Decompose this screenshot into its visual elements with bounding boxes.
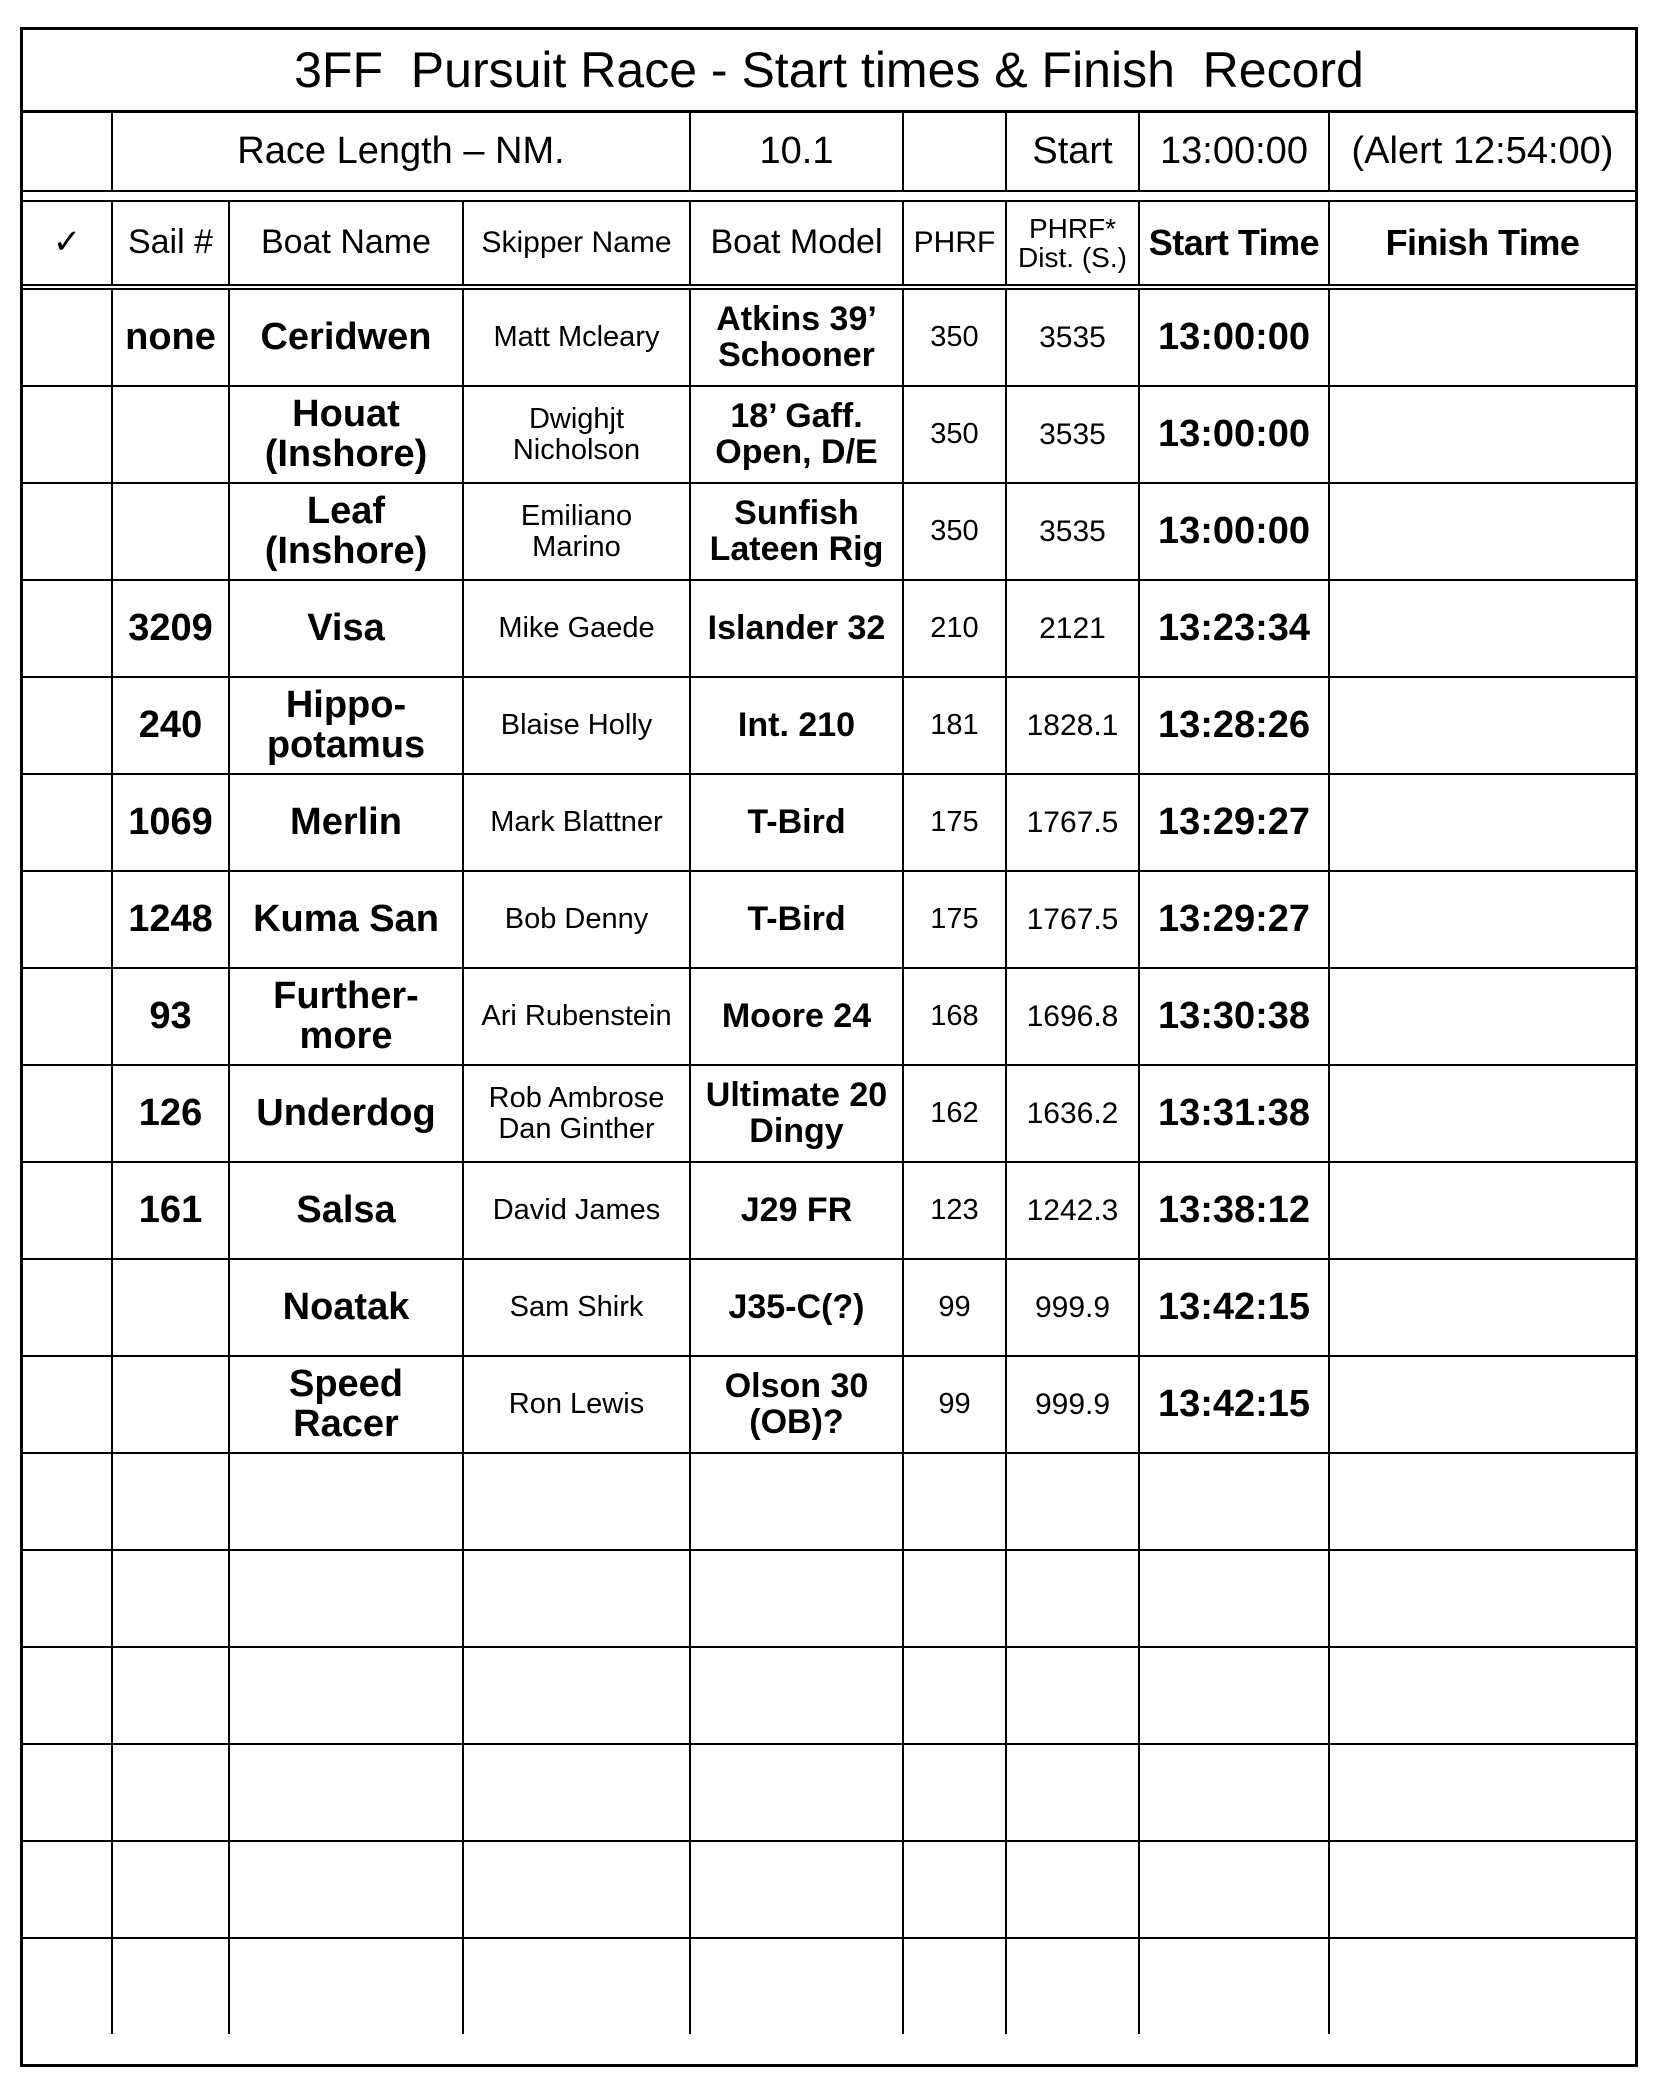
table-row: [23, 968, 1635, 1065]
phrf-dist-cell-line: 3535: [1039, 417, 1106, 451]
finish-time-cell[interactable]: [1329, 1065, 1635, 1162]
start-time-cell-line: 13:30:38: [1157, 994, 1311, 1037]
start-time-cell-line: 13:23:34: [1157, 606, 1311, 649]
phrf-dist-cell-line: 999.9: [1034, 1290, 1111, 1324]
phrf-dist-cell: [1006, 1356, 1139, 1453]
boat-name-cell: [229, 1550, 463, 1647]
check-cell[interactable]: [23, 871, 112, 968]
finish-time-cell[interactable]: [1329, 1259, 1635, 1356]
race-info-table: [23, 113, 1635, 192]
boat-model-cell: [690, 1550, 903, 1647]
skipper-name-cell: [463, 1744, 690, 1841]
sail-number-cell: [112, 871, 229, 968]
phrf-cell: [903, 871, 1006, 968]
phrf-cell-line: 99: [938, 1291, 971, 1324]
sail-number-cell: [112, 968, 229, 1065]
phrf-cell-line: 175: [930, 806, 979, 839]
boat-model-cell-line: Lateen Rig: [709, 529, 884, 568]
skipper-name-cell-line: Blaise Holly: [500, 709, 653, 742]
phrf-dist-cell-line: 1636.2: [1026, 1096, 1119, 1130]
boat-name-cell-line: Visa: [307, 606, 385, 649]
boat-name-cell: [229, 871, 463, 968]
start-time-cell-line: 13:00:00: [1157, 315, 1311, 358]
info-blank-cell: [23, 113, 112, 191]
phrf-dist-cell-line: 3535: [1039, 514, 1106, 548]
boat-name-cell: [229, 386, 463, 483]
start-time-cell: [1139, 968, 1329, 1065]
table-row: [23, 1356, 1635, 1453]
skipper-name-cell-line: Ari Rubenstein: [481, 1000, 672, 1033]
phrf-cell-line: 162: [930, 1097, 979, 1130]
phrf-dist-cell: [1006, 287, 1139, 386]
phrf-cell: [903, 386, 1006, 483]
sail-number-cell: [112, 1065, 229, 1162]
entries-table: [23, 200, 1635, 2034]
info-blank-cell: [903, 113, 1006, 191]
phrf-cell-line: 210: [930, 612, 979, 645]
finish-time-cell[interactable]: [1329, 580, 1635, 677]
check-cell[interactable]: [23, 774, 112, 871]
boat-name-cell: [229, 968, 463, 1065]
header-start-time: Start Time: [1139, 201, 1329, 287]
boat-model-cell: [690, 677, 903, 774]
boat-model-cell-line: Schooner: [718, 335, 875, 374]
phrf-dist-cell-line: 1767.5: [1026, 805, 1119, 839]
skipper-name-cell-line: Marino: [532, 530, 621, 563]
phrf-dist-cell: [1006, 1744, 1139, 1841]
start-time-cell-line: 13:00:00: [1157, 412, 1311, 455]
phrf-dist-cell: [1006, 483, 1139, 580]
phrf-cell: [903, 580, 1006, 677]
boat-model-cell: [690, 1841, 903, 1938]
boat-model-cell-line: Sunfish: [734, 493, 859, 532]
header-row: [23, 201, 1635, 287]
race-info-row: [23, 113, 1635, 191]
boat-name-cell-line: Hippo-: [285, 683, 407, 726]
phrf-dist-cell: [1006, 1550, 1139, 1647]
header-phrf-dist-line1: PHRF*: [1028, 212, 1117, 244]
sail-number-cell-line: 240: [138, 703, 203, 746]
boat-name-cell: [229, 1938, 463, 2034]
sail-number-cell-line: 93: [149, 994, 192, 1037]
boat-name-cell-line: (Inshore): [264, 432, 428, 475]
skipper-name-cell-line: David James: [492, 1194, 661, 1227]
boat-model-cell-line: Moore 24: [721, 996, 872, 1035]
phrf-cell: [903, 287, 1006, 386]
table-row: [23, 1453, 1635, 1550]
boat-model-cell: [690, 287, 903, 386]
start-time-cell: [1139, 1647, 1329, 1744]
table-row: [23, 580, 1635, 677]
skipper-name-cell: [463, 677, 690, 774]
table-row: [23, 1841, 1635, 1938]
check-cell[interactable]: [23, 1162, 112, 1259]
skipper-name-cell: [463, 1938, 690, 2034]
start-time-cell: [1139, 1162, 1329, 1259]
boat-name-cell: [229, 580, 463, 677]
skipper-name-cell-line: Rob Ambrose: [488, 1082, 665, 1115]
phrf-dist-cell: [1006, 1162, 1139, 1259]
table-row: [23, 1065, 1635, 1162]
start-time-cell: [1139, 287, 1329, 386]
skipper-name-cell: [463, 1647, 690, 1744]
start-time-cell: [1139, 1453, 1329, 1550]
start-time-cell-line: 13:42:15: [1157, 1285, 1311, 1328]
boat-model-cell: [690, 483, 903, 580]
skipper-name-cell: [463, 1259, 690, 1356]
phrf-dist-cell: [1006, 1259, 1139, 1356]
sail-number-cell: [112, 1550, 229, 1647]
start-time-cell: [1139, 1938, 1329, 2034]
boat-model-cell-line: (OB)?: [749, 1402, 844, 1441]
finish-time-cell[interactable]: [1329, 1938, 1635, 2034]
table-row: [23, 871, 1635, 968]
phrf-dist-cell: [1006, 774, 1139, 871]
table-row: [23, 774, 1635, 871]
boat-name-cell: [229, 677, 463, 774]
boat-model-cell: [690, 1647, 903, 1744]
skipper-name-cell: [463, 1162, 690, 1259]
check-cell[interactable]: [23, 386, 112, 483]
skipper-name-cell: [463, 1453, 690, 1550]
race-record-sheet: [20, 27, 1638, 2067]
finish-time-cell[interactable]: [1329, 774, 1635, 871]
phrf-cell: [903, 1356, 1006, 1453]
skipper-name-cell: [463, 871, 690, 968]
boat-model-cell: [690, 1356, 903, 1453]
boat-name-cell-line: (Inshore): [264, 529, 428, 572]
sail-number-cell: [112, 1356, 229, 1453]
phrf-cell: [903, 1162, 1006, 1259]
phrf-cell: [903, 1744, 1006, 1841]
phrf-cell-line: 168: [930, 1000, 979, 1033]
skipper-name-cell-line: Nicholson: [512, 433, 641, 466]
boat-model-cell-line: T-Bird: [747, 899, 846, 938]
boat-model-cell-line: Ultimate 20: [705, 1075, 888, 1114]
start-value: 13:00:00: [1139, 113, 1329, 191]
boat-name-cell-line: Racer: [293, 1402, 399, 1445]
phrf-dist-cell: [1006, 677, 1139, 774]
boat-name-cell-line: Underdog: [256, 1091, 436, 1134]
finish-time-cell[interactable]: [1329, 968, 1635, 1065]
phrf-dist-cell: [1006, 871, 1139, 968]
boat-name-cell: [229, 1065, 463, 1162]
check-cell[interactable]: [23, 968, 112, 1065]
check-cell[interactable]: [23, 580, 112, 677]
phrf-cell-line: 123: [930, 1194, 979, 1227]
sail-number-cell: [112, 1453, 229, 1550]
finish-time-cell[interactable]: [1329, 1453, 1635, 1550]
check-cell[interactable]: [23, 677, 112, 774]
phrf-cell-line: 350: [930, 321, 979, 354]
check-cell[interactable]: [23, 1550, 112, 1647]
start-time-cell: [1139, 1841, 1329, 1938]
start-time-cell-line: 13:29:27: [1157, 897, 1311, 940]
boat-name-cell-line: more: [299, 1014, 393, 1057]
boat-name-cell: [229, 483, 463, 580]
boat-name-cell-line: Salsa: [296, 1188, 396, 1231]
sail-number-cell-line: 1248: [128, 897, 213, 940]
boat-name-cell-line: Speed: [288, 1362, 404, 1405]
finish-time-cell[interactable]: [1329, 1162, 1635, 1259]
start-label: Start: [1006, 113, 1139, 191]
finish-time-cell[interactable]: [1329, 871, 1635, 968]
boat-name-cell: [229, 1841, 463, 1938]
finish-time-cell[interactable]: [1329, 483, 1635, 580]
table-row: [23, 1550, 1635, 1647]
start-time-cell: [1139, 1356, 1329, 1453]
sail-number-cell-line: 126: [138, 1091, 203, 1134]
start-time-cell: [1139, 871, 1329, 968]
boat-model-cell: [690, 1453, 903, 1550]
table-row: [23, 287, 1635, 386]
sail-number-cell: [112, 287, 229, 386]
phrf-cell: [903, 1841, 1006, 1938]
sail-number-cell: [112, 1162, 229, 1259]
phrf-dist-cell-line: 1242.3: [1026, 1193, 1119, 1227]
phrf-cell: [903, 677, 1006, 774]
header-phrf-dist-line2: Dist. (S.): [1018, 242, 1127, 273]
skipper-name-cell-line: Sam Shirk: [509, 1291, 644, 1324]
header-sail: Sail #: [112, 201, 229, 287]
boat-model-cell: [690, 1938, 903, 2034]
header-phrf-dist: [1006, 201, 1139, 287]
check-cell[interactable]: [23, 287, 112, 386]
boat-model-cell-line: J35-C(?): [728, 1287, 865, 1326]
start-time-cell: [1139, 1550, 1329, 1647]
table-row: [23, 1647, 1635, 1744]
sail-number-cell: [112, 677, 229, 774]
phrf-cell-line: 99: [938, 1388, 971, 1421]
phrf-cell: [903, 1938, 1006, 2034]
check-cell[interactable]: [23, 1065, 112, 1162]
header-boat-name: Boat Name: [229, 201, 463, 287]
boat-name-cell-line: Leaf: [306, 489, 386, 532]
sail-number-cell-line: 1069: [128, 800, 213, 843]
boat-name-cell: [229, 1356, 463, 1453]
start-time-cell: [1139, 483, 1329, 580]
start-time-cell: [1139, 677, 1329, 774]
boat-name-cell: [229, 774, 463, 871]
phrf-cell: [903, 1065, 1006, 1162]
check-cell[interactable]: [23, 483, 112, 580]
phrf-dist-cell-line: 1828.1: [1026, 708, 1119, 742]
phrf-dist-cell: [1006, 1647, 1139, 1744]
phrf-cell-line: 181: [930, 709, 979, 742]
finish-time-cell[interactable]: [1329, 1647, 1635, 1744]
skipper-name-cell: [463, 580, 690, 677]
sail-number-cell: [112, 483, 229, 580]
phrf-cell: [903, 774, 1006, 871]
header-finish-time: Finish Time: [1329, 201, 1635, 287]
boat-model-cell: [690, 774, 903, 871]
header-phrf: PHRF: [903, 201, 1006, 287]
boat-model-cell: [690, 1065, 903, 1162]
finish-time-cell[interactable]: [1329, 287, 1635, 386]
phrf-dist-cell-line: 1767.5: [1026, 902, 1119, 936]
finish-time-cell[interactable]: [1329, 1744, 1635, 1841]
phrf-dist-cell: [1006, 1453, 1139, 1550]
alert-time: (Alert 12:54:00): [1329, 113, 1635, 191]
skipper-name-cell: [463, 1065, 690, 1162]
start-time-cell-line: 13:28:26: [1157, 703, 1311, 746]
finish-time-cell[interactable]: [1329, 1841, 1635, 1938]
skipper-name-cell-line: Emiliano: [520, 500, 633, 533]
boat-name-cell: [229, 1453, 463, 1550]
check-cell[interactable]: [23, 1453, 112, 1550]
skipper-name-cell: [463, 1841, 690, 1938]
phrf-dist-cell-line: 2121: [1039, 611, 1106, 645]
race-length-value: 10.1: [690, 113, 903, 191]
phrf-cell: [903, 1259, 1006, 1356]
start-time-cell: [1139, 774, 1329, 871]
check-cell[interactable]: [23, 1938, 112, 2034]
start-time-cell: [1139, 1259, 1329, 1356]
table-row: [23, 677, 1635, 774]
phrf-dist-cell-line: 1696.8: [1026, 999, 1119, 1033]
sail-number-cell: [112, 580, 229, 677]
sail-number-cell: [112, 774, 229, 871]
boat-name-cell-line: Kuma San: [253, 897, 439, 940]
phrf-dist-cell: [1006, 580, 1139, 677]
phrf-cell-line: 350: [930, 418, 979, 451]
finish-time-cell[interactable]: [1329, 386, 1635, 483]
check-cell[interactable]: [23, 1647, 112, 1744]
skipper-name-cell: [463, 386, 690, 483]
phrf-cell: [903, 1453, 1006, 1550]
phrf-dist-cell: [1006, 386, 1139, 483]
skipper-name-cell: [463, 287, 690, 386]
table-row: [23, 1162, 1635, 1259]
boat-model-cell: [690, 871, 903, 968]
boat-name-cell: [229, 1647, 463, 1744]
boat-model-cell: [690, 1744, 903, 1841]
check-cell[interactable]: [23, 1744, 112, 1841]
skipper-name-cell-line: Mark Blattner: [490, 806, 663, 839]
skipper-name-cell: [463, 483, 690, 580]
sail-number-cell: [112, 1938, 229, 2034]
boat-model-cell: [690, 1259, 903, 1356]
skipper-name-cell-line: Dan Ginther: [498, 1112, 655, 1145]
start-time-cell: [1139, 1744, 1329, 1841]
phrf-dist-cell: [1006, 1938, 1139, 2034]
phrf-cell: [903, 1550, 1006, 1647]
checkmark-icon: ✓: [23, 201, 112, 287]
sail-number-cell-line: 161: [138, 1188, 203, 1231]
sail-number-cell: [112, 386, 229, 483]
start-time-cell-line: 13:31:38: [1157, 1091, 1311, 1134]
skipper-name-cell: [463, 1356, 690, 1453]
boat-name-cell: [229, 1744, 463, 1841]
check-cell[interactable]: [23, 1841, 112, 1938]
boat-model-cell-line: Int. 210: [737, 705, 856, 744]
phrf-cell: [903, 1647, 1006, 1744]
sail-number-cell: [112, 1841, 229, 1938]
phrf-dist-cell: [1006, 1065, 1139, 1162]
table-row: [23, 1259, 1635, 1356]
table-row: [23, 1938, 1635, 2034]
finish-time-cell[interactable]: [1329, 677, 1635, 774]
check-cell[interactable]: [23, 1259, 112, 1356]
phrf-dist-cell: [1006, 1841, 1139, 1938]
boat-model-cell: [690, 580, 903, 677]
boat-name-cell: [229, 1162, 463, 1259]
boat-name-cell-line: Noatak: [282, 1285, 410, 1328]
start-time-cell-line: 13:00:00: [1157, 509, 1311, 552]
boat-name-cell-line: Merlin: [290, 800, 402, 843]
sail-number-cell-line: 3209: [128, 606, 213, 649]
skipper-name-cell: [463, 968, 690, 1065]
skipper-name-cell-line: Dwighjt: [528, 403, 625, 436]
skipper-name-cell-line: Ron Lewis: [508, 1388, 645, 1421]
finish-time-cell[interactable]: [1329, 1550, 1635, 1647]
boat-model-cell-line: 18’ Gaff.: [730, 396, 863, 435]
skipper-name-cell-line: Bob Denny: [504, 903, 649, 936]
phrf-dist-cell-line: 3535: [1039, 320, 1106, 354]
boat-model-cell: [690, 386, 903, 483]
skipper-name-cell: [463, 774, 690, 871]
sail-number-cell: [112, 1744, 229, 1841]
check-cell[interactable]: [23, 1356, 112, 1453]
boat-model-cell-line: Islander 32: [707, 608, 886, 647]
phrf-cell: [903, 483, 1006, 580]
phrf-cell-line: 350: [930, 515, 979, 548]
header-skipper-name: Skipper Name: [463, 201, 690, 287]
start-time-cell-line: 13:38:12: [1157, 1188, 1311, 1231]
boat-name-cell-line: Further-: [273, 974, 419, 1017]
skipper-name-cell-line: Matt Mcleary: [493, 321, 660, 354]
sail-number-cell: [112, 1647, 229, 1744]
boat-name-cell-line: potamus: [266, 723, 426, 766]
document-title: 3FF Pursuit Race - Start times & Finish Record: [23, 30, 1635, 113]
boat-model-cell-line: Open, D/E: [715, 432, 878, 471]
phrf-cell: [903, 968, 1006, 1065]
skipper-name-cell: [463, 1550, 690, 1647]
finish-time-cell[interactable]: [1329, 1356, 1635, 1453]
boat-model-cell-line: Atkins 39’: [716, 299, 877, 338]
phrf-dist-cell: [1006, 968, 1139, 1065]
table-row: [23, 386, 1635, 483]
boat-model-cell-line: Dingy: [749, 1111, 844, 1150]
skipper-name-cell-line: Mike Gaede: [498, 612, 655, 645]
phrf-dist-cell-line: 999.9: [1034, 1387, 1111, 1421]
boat-model-cell: [690, 1162, 903, 1259]
start-time-cell: [1139, 580, 1329, 677]
race-length-label: Race Length – NM.: [112, 113, 690, 191]
boat-name-cell-line: Houat: [292, 392, 400, 435]
phrf-cell-line: 175: [930, 903, 979, 936]
start-time-cell-line: 13:42:15: [1157, 1382, 1311, 1425]
boat-model-cell: [690, 968, 903, 1065]
sail-number-cell-line: none: [125, 315, 216, 358]
boat-model-cell-line: Olson 30: [724, 1366, 869, 1405]
boat-name-cell: [229, 1259, 463, 1356]
table-row: [23, 483, 1635, 580]
boat-model-cell-line: T-Bird: [747, 802, 846, 841]
header-boat-model: Boat Model: [690, 201, 903, 287]
boat-model-cell-line: J29 FR: [740, 1190, 853, 1229]
start-time-cell-line: 13:29:27: [1157, 800, 1311, 843]
sail-number-cell: [112, 1259, 229, 1356]
boat-name-cell: [229, 287, 463, 386]
boat-name-cell-line: Ceridwen: [260, 315, 432, 358]
table-row: [23, 1744, 1635, 1841]
start-time-cell: [1139, 386, 1329, 483]
start-time-cell: [1139, 1065, 1329, 1162]
